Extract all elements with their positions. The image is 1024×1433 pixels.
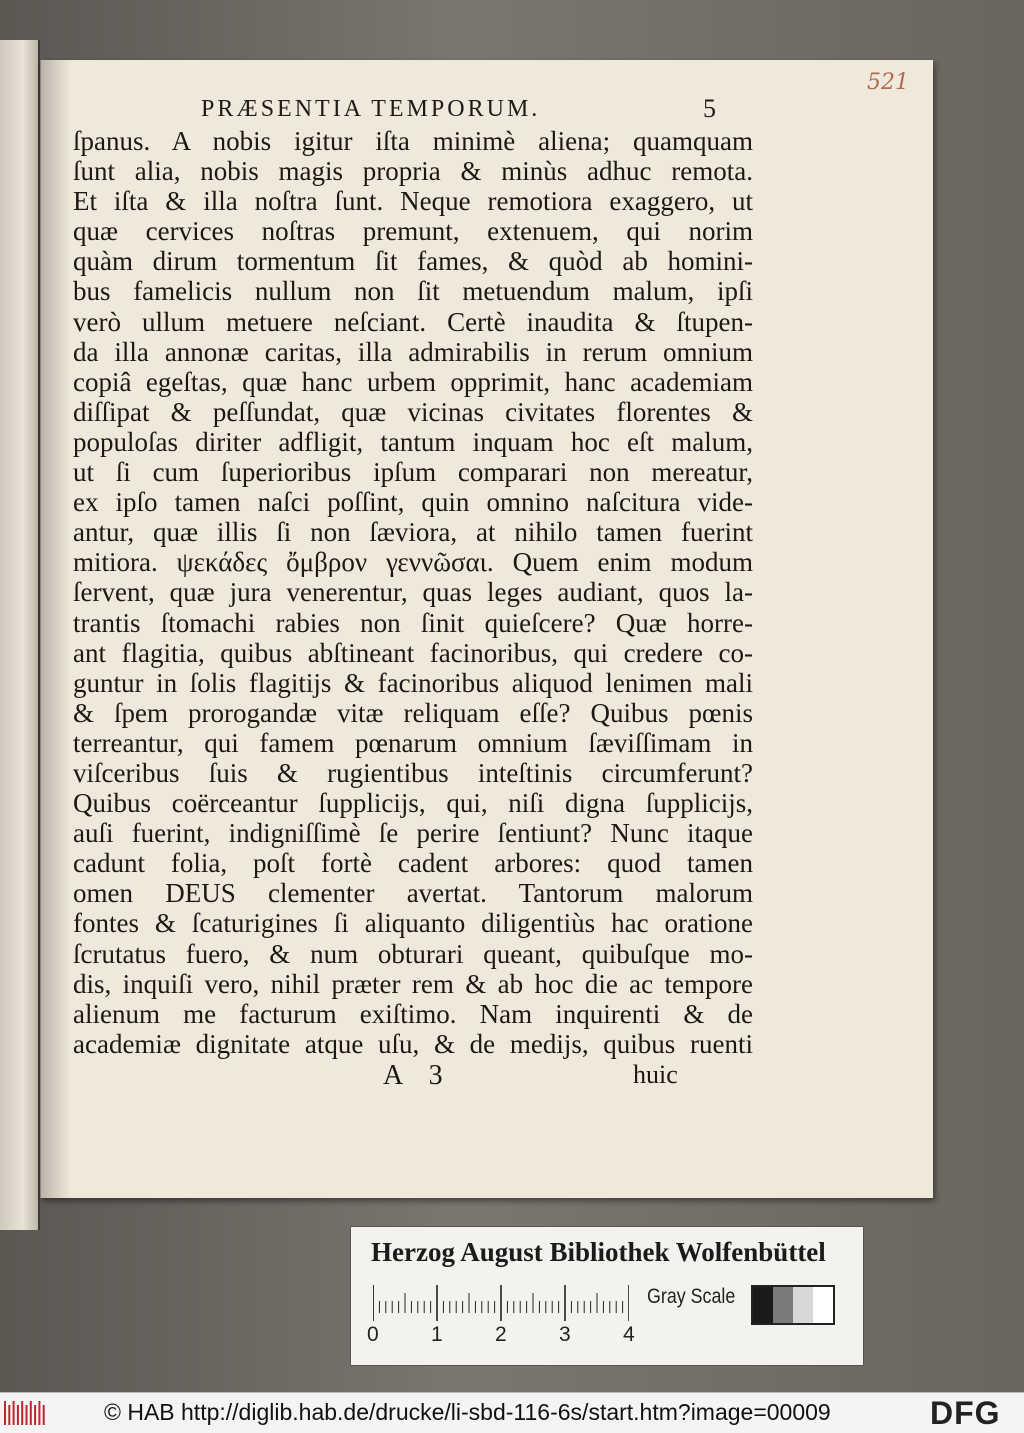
logo-bar — [34, 1405, 36, 1425]
gray-scale-label: Gray Scale — [647, 1285, 736, 1308]
gray-swatch — [793, 1287, 813, 1323]
ruler-scale — [373, 1283, 629, 1323]
copyright-url[interactable]: © HAB http://diglib.hab.de/drucke/li-sbd-116-6s/start.htm?image=00009 — [104, 1399, 831, 1425]
text-line: ſervent, quæ jura venerentur, quas leges audiant, quos la- — [73, 577, 753, 608]
text-line: cadunt folia, poſt fortè cadent arbores: quod tamen — [73, 848, 753, 879]
text-line: terreantur, qui famem pœnarum omnium ſæviſſimam in — [73, 727, 753, 758]
ruler-number: 4 — [623, 1323, 635, 1346]
ruler-number: 3 — [559, 1323, 571, 1346]
text-line: ut ſi cum ſuperioribus ipſum comparari non mereatur, — [73, 457, 753, 488]
text-line: antur, quæ illis ſi non ſæviora, at nihilo tamen fuerint — [73, 517, 753, 548]
gray-swatch — [813, 1287, 833, 1323]
logo-bar — [43, 1405, 45, 1425]
gray-swatch — [773, 1287, 793, 1323]
gray-swatch — [753, 1287, 773, 1323]
text-line: populoſas diriter adfligit, tantum inquam hoc eſt malum, — [73, 426, 753, 457]
ruler-number: 0 — [367, 1323, 379, 1346]
library-name: Herzog August Bibliothek Wolfenbüttel — [371, 1237, 826, 1267]
page-number: 5 — [703, 94, 716, 123]
logo-bar — [13, 1401, 15, 1425]
text-line: Quibus coërceantur ſupplicijs, qui, niſi digna ſupplicijs, — [73, 788, 753, 819]
ruler-numbers — [365, 1323, 655, 1353]
text-line: ſcrutatus fuero, & num obturari queant, quibuſque mo- — [73, 938, 753, 969]
gray-scale-swatches — [751, 1285, 835, 1325]
text-line: dis, inquiſi vero, nihil præter rem & ab hoc die ac tempore — [73, 968, 753, 999]
text-line: da illa annonæ caritas, illa admirabilis in rerum omnium — [73, 336, 753, 367]
book-page — [40, 60, 933, 1198]
text-line: auſi fuerint, indigniſſimè ſe perire ſentiunt? Nunc itaque — [73, 818, 753, 849]
body-text — [73, 126, 753, 1059]
text-line: Et iſta & illa noſtra ſunt. Neque remotiora exaggero, ut — [73, 186, 753, 217]
text-line: quæ cervices noſtras premunt, extenuem, qui norim — [73, 216, 753, 247]
text-line: verò ullum metuere neſciant. Certè inaudita & ſtupen- — [73, 306, 753, 337]
text-line: quàm dirum tormentum ſit fames, & quòd ab homini- — [73, 246, 753, 277]
text-line: ant flagitia, quibus abſtineant facinoribus, qui credere co- — [73, 637, 753, 668]
text-line: alienum me facturum exiſtimo. Nam inquirenti & de — [73, 998, 753, 1029]
text-line: academiæ dignitate atque uſu, & de medijs, quibus ruenti — [73, 1028, 753, 1059]
folio-note: 521 — [867, 70, 909, 95]
logo-bar — [21, 1401, 23, 1425]
text-line: guntur in ſolis flagitijs & facinoribus aliquod lenimen mali — [73, 667, 753, 698]
catchword: huic — [633, 1060, 678, 1089]
text-line: ſunt alia, nobis magis propria & minùs adhuc remota. — [73, 156, 753, 187]
running-head: PRÆSENTIA TEMPORUM. — [201, 96, 541, 122]
previous-page-edge — [0, 40, 40, 1230]
text-line: fontes & ſcaturigines ſi aliquanto diligentiùs hac oratione — [73, 908, 753, 939]
text-line: ex ipſo tamen naſci poſſint, quin omnino naſcitura vide- — [73, 487, 753, 518]
library-color-card — [350, 1226, 864, 1366]
text-line: mitiora. ψεκάδες ὄμβρον γεννῶσαι. Quem enim modum — [73, 547, 753, 578]
text-line: copiâ egeſtas, quæ hanc urbem opprimit, hanc academiam — [73, 366, 753, 397]
dfg-logo: DFG — [930, 1395, 1001, 1431]
ruler-number: 2 — [495, 1323, 507, 1346]
gutter-shadow — [41, 60, 71, 1198]
text-line: diſſipat & peſſundat, quæ vicinas civitates florentes & — [73, 396, 753, 427]
logo-bar — [26, 1405, 28, 1425]
viewer-footer — [0, 1392, 1024, 1433]
text-line: & ſpem prorogandæ vitæ reliquam eſſe? Quibus pœnis — [73, 697, 753, 728]
text-line: trantis ſtomachi rabies non ſinit quieſcere? Quæ horre- — [73, 607, 753, 638]
text-line: omen DEUS clementer avertat. Tantorum malorum — [73, 878, 753, 909]
hab-logo-icon — [4, 1401, 48, 1425]
logo-bar — [38, 1401, 40, 1425]
logo-bar — [8, 1405, 10, 1425]
text-line: bus famelicis nullum non ſit metuendum malum, ipſi — [73, 276, 753, 307]
signature-mark: A 3 — [383, 1060, 453, 1091]
logo-bar — [17, 1405, 19, 1425]
text-line: viſceribus ſuis & rugientibus inteſtinis circumferunt? — [73, 757, 753, 788]
logo-bar — [30, 1401, 32, 1425]
text-line: ſpanus. A nobis igitur iſta minimè aliena; quamquam — [73, 126, 753, 156]
logo-bar — [4, 1401, 6, 1425]
ruler-number: 1 — [431, 1323, 443, 1346]
